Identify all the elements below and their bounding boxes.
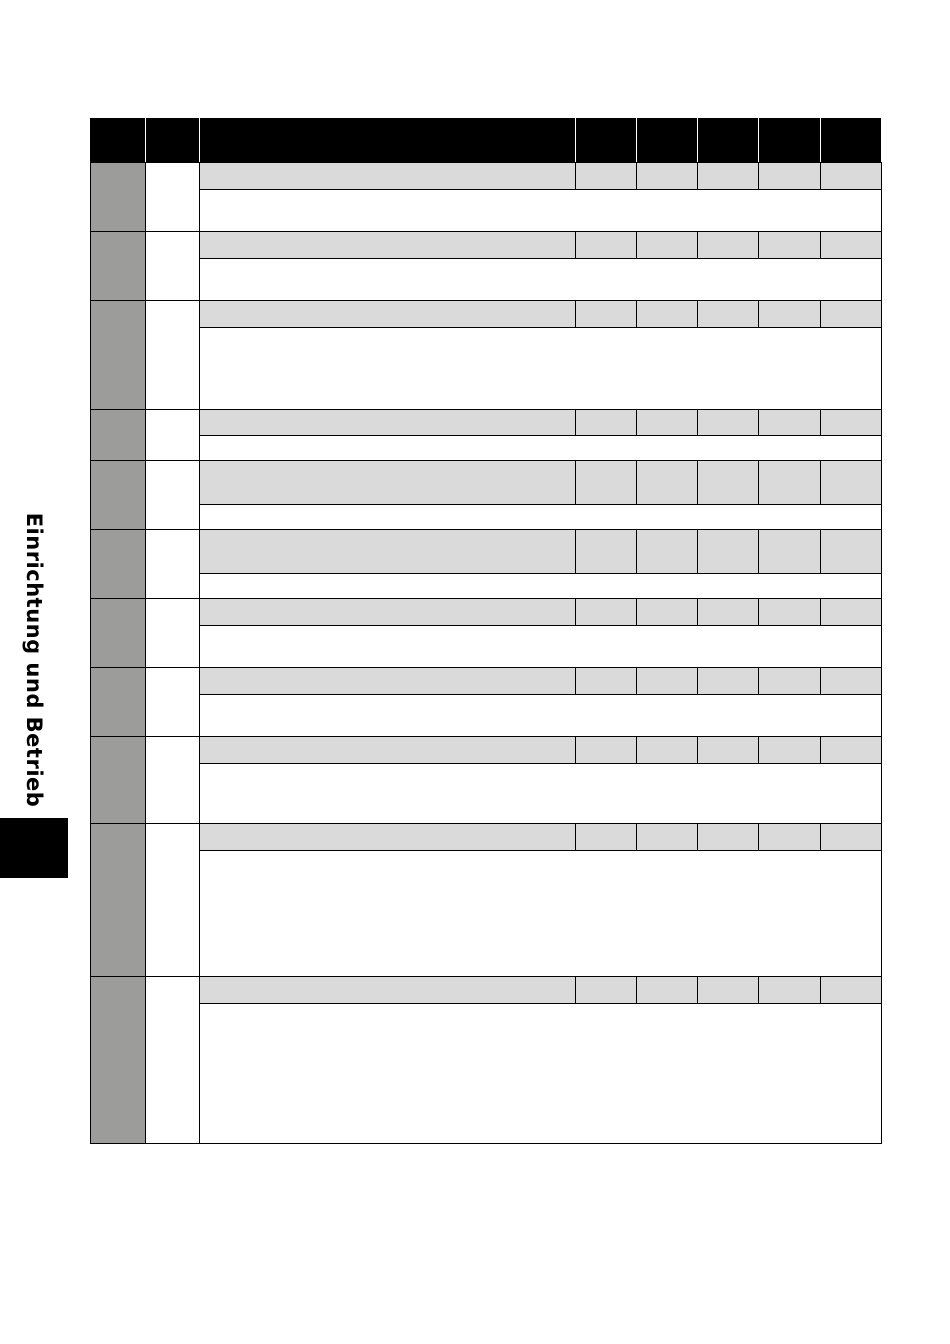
row-head-cell <box>199 667 576 695</box>
row-head-cell <box>820 976 882 1004</box>
row-label-cell <box>90 162 146 232</box>
row-head-cell <box>758 976 821 1004</box>
row-label-cell <box>90 598 146 668</box>
row-head-cell <box>636 736 698 764</box>
row-head-cell <box>820 300 882 328</box>
row-head-cell <box>820 162 882 190</box>
row-head-cell <box>697 823 759 851</box>
header-cell <box>637 118 697 162</box>
row-id-cell <box>145 823 200 977</box>
row-label-cell <box>90 529 146 599</box>
row-head-cell <box>575 976 637 1004</box>
row-id-cell <box>145 409 200 461</box>
row-head-cell <box>820 667 882 695</box>
row-description <box>199 327 882 410</box>
row-head-cell <box>199 231 576 259</box>
row-head-cell <box>697 529 759 574</box>
row-description <box>199 1003 882 1144</box>
row-label-cell <box>90 231 146 301</box>
row-head-cell <box>820 409 882 436</box>
row-head-cell <box>575 162 637 190</box>
row-head-cell <box>199 460 576 505</box>
row-label-cell <box>90 736 146 824</box>
row-head-cell <box>758 231 821 259</box>
row-head-cell <box>199 409 576 436</box>
row-description <box>199 850 882 977</box>
row-head-cell <box>199 162 576 190</box>
row-description <box>199 625 882 668</box>
row-head-cell <box>697 162 759 190</box>
row-id-cell <box>145 667 200 737</box>
row-head-cell <box>820 529 882 574</box>
row-head-cell <box>820 823 882 851</box>
row-head-cell <box>575 736 637 764</box>
row-label-cell <box>90 823 146 977</box>
row-label-cell <box>90 300 146 410</box>
row-id-cell <box>145 598 200 668</box>
row-head-cell <box>199 529 576 574</box>
row-head-cell <box>636 300 698 328</box>
row-head-cell <box>636 823 698 851</box>
row-label-cell <box>90 976 146 1144</box>
row-head-cell <box>697 667 759 695</box>
row-head-cell <box>199 736 576 764</box>
row-label-cell <box>90 409 146 461</box>
header-cell <box>90 118 145 162</box>
row-id-cell <box>145 300 200 410</box>
row-description <box>199 694 882 737</box>
row-head-cell <box>697 409 759 436</box>
header-cell <box>698 118 758 162</box>
section-tab-marker <box>0 818 68 878</box>
row-head-cell <box>758 598 821 626</box>
row-head-cell <box>758 736 821 764</box>
row-head-cell <box>199 823 576 851</box>
header-cell <box>576 118 636 162</box>
row-head-cell <box>820 598 882 626</box>
row-head-cell <box>575 667 637 695</box>
row-head-cell <box>758 667 821 695</box>
row-head-cell <box>636 409 698 436</box>
row-head-cell <box>636 667 698 695</box>
row-head-cell <box>758 300 821 328</box>
row-description <box>199 573 882 599</box>
row-head-cell <box>697 231 759 259</box>
row-head-cell <box>575 409 637 436</box>
row-head-cell <box>636 976 698 1004</box>
row-label-cell <box>90 667 146 737</box>
row-head-cell <box>575 231 637 259</box>
row-head-cell <box>199 598 576 626</box>
row-head-cell <box>575 529 637 574</box>
row-head-cell <box>199 300 576 328</box>
row-id-cell <box>145 231 200 301</box>
row-head-cell <box>697 736 759 764</box>
row-id-cell <box>145 976 200 1144</box>
row-head-cell <box>820 460 882 505</box>
row-head-cell <box>199 976 576 1004</box>
header-cell <box>759 118 820 162</box>
row-id-cell <box>145 162 200 232</box>
row-description <box>199 435 882 461</box>
row-description <box>199 258 882 301</box>
row-id-cell <box>145 736 200 824</box>
row-description <box>199 504 882 530</box>
parameter-table <box>90 118 881 1143</box>
row-head-cell <box>636 529 698 574</box>
row-head-cell <box>575 300 637 328</box>
row-head-cell <box>636 231 698 259</box>
row-head-cell <box>636 598 698 626</box>
row-head-cell <box>636 460 698 505</box>
row-head-cell <box>697 598 759 626</box>
section-side-title: Einrichtung und Betrieb <box>22 512 46 808</box>
row-head-cell <box>758 823 821 851</box>
row-head-cell <box>575 823 637 851</box>
row-head-cell <box>575 598 637 626</box>
row-description <box>199 763 882 824</box>
row-head-cell <box>697 460 759 505</box>
header-cell <box>146 118 199 162</box>
row-head-cell <box>575 460 637 505</box>
row-head-cell <box>758 529 821 574</box>
row-head-cell <box>758 409 821 436</box>
row-head-cell <box>758 162 821 190</box>
row-id-cell <box>145 529 200 599</box>
row-head-cell <box>820 736 882 764</box>
row-description <box>199 189 882 232</box>
row-head-cell <box>697 300 759 328</box>
row-head-cell <box>758 460 821 505</box>
header-cell <box>821 118 881 162</box>
row-head-cell <box>697 976 759 1004</box>
row-head-cell <box>820 231 882 259</box>
header-cell <box>200 118 575 162</box>
row-label-cell <box>90 460 146 530</box>
row-id-cell <box>145 460 200 530</box>
row-head-cell <box>636 162 698 190</box>
